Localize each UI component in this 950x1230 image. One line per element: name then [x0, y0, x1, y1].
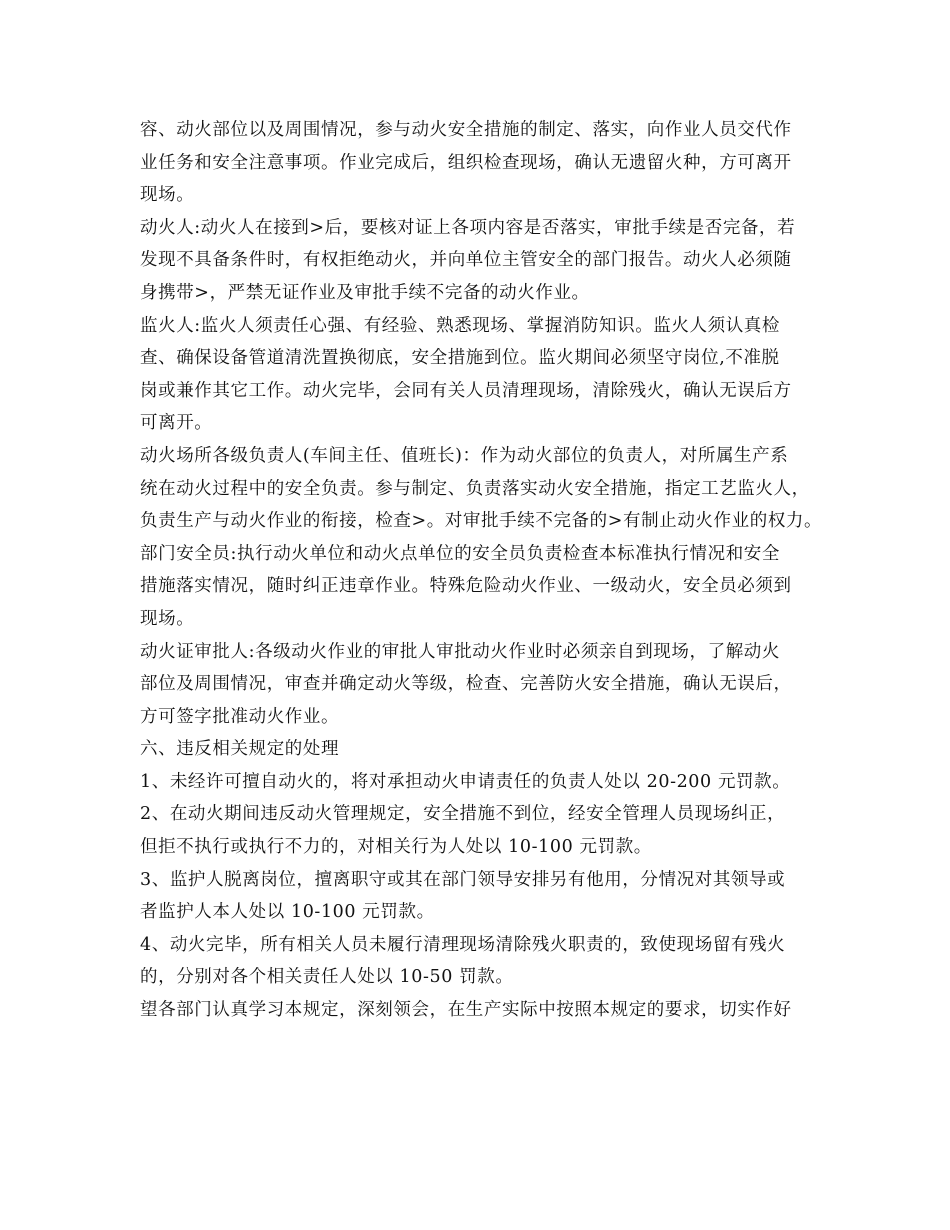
text-line: 业任务和安全注意事项。作业完成后，组织检查现场，确认无遗留火种，方可离开	[140, 152, 792, 173]
text-line: 3、监护人脱离岗位，擅离职守或其在部门领导安排另有他用，分情况对其领导或	[140, 869, 786, 890]
text-line: 动火场所各级负责人(车间主任、值班长)：作为动火部位的负责人，对所属生产系	[140, 445, 789, 466]
text-line: 4、动火完毕，所有相关人员未履行清理现场清除残火职责的，致使现场留有残火	[140, 934, 786, 955]
text-line: 但拒不执行或执行不力的，对相关行为人处以 10-100 元罚款。	[140, 837, 652, 858]
text-line: 容、动火部位以及周围情况，参与动火安全措施的制定、落实，向作业人员交代作	[140, 120, 792, 140]
section-heading: 六、违反相关规定的处理	[140, 739, 340, 760]
text-line: 现场。	[140, 608, 195, 629]
text-line: 岗或兼作其它工作。动火完毕，会同有关人员清理现场，清除残火，确认无误后方	[140, 380, 792, 401]
text-line: 统在动火过程中的安全负责。参与制定、负责落实动火安全措施，指定工艺监火人，	[140, 478, 810, 499]
text-line: 方可签字批准动火作业。	[140, 706, 340, 727]
text-line: 发现不具备条件时，有权拒绝动火，并向单位主管安全的部门报告。动火人必须随	[140, 250, 792, 271]
text-line: 者监护人本人处以 10-100 元罚款。	[140, 902, 435, 923]
text-line: 部门安全员:执行动火单位和动火点单位的安全员负责检查本标准执行情况和安全	[140, 543, 780, 564]
text-line: 2、在动火期间违反动火管理规定，安全措施不到位，经安全管理人员现场纠正，	[140, 804, 786, 825]
text-line: 动火证审批人:各级动火作业的审批人审批动火作业时必须亲自到现场，了解动火	[140, 641, 780, 662]
text-line: 的，分别对各个相关责任人处以 10-50 罚款。	[140, 967, 514, 988]
text-line: 查、确保设备管道清洗置换彻底，安全措施到位。监火期间必须坚守岗位,不准脱	[140, 348, 780, 369]
text-line: 部位及周围情况，审查并确定动火等级，检查、完善防火安全措施，确认无误后，	[140, 674, 792, 695]
text-line: 措施落实情况，随时纠正违章作业。特殊危险动火作业、一级动火，安全员必须到	[140, 576, 792, 597]
text-line: 1、未经许可擅自动火的，将对承担动火申请责任的负责人处以 20-200 元罚款。	[140, 771, 791, 792]
text-line: 望各部门认真学习本规定，深刻领会，在生产实际中按照本规定的要求，切实作好	[140, 1000, 792, 1021]
document-body	[140, 114, 823, 1027]
text-line: 身携带>，严禁无证作业及审批手续不完备的动火作业。	[140, 282, 590, 303]
text-line: 监火人:监火人须责任心强、有经验、熟悉现场、掌握消防知识。监火人须认真检	[140, 315, 780, 336]
text-line: 动火人:动火人在接到>后，要核对证上各项内容是否落实，审批手续是否完备，若	[140, 217, 796, 238]
text-line: 现场。	[140, 185, 195, 206]
text-line: 可离开。	[140, 413, 213, 434]
text-line: 负责生产与动火作业的衔接，检查>。对审批手续不完备的>有制止动火作业的权力。	[140, 511, 823, 532]
